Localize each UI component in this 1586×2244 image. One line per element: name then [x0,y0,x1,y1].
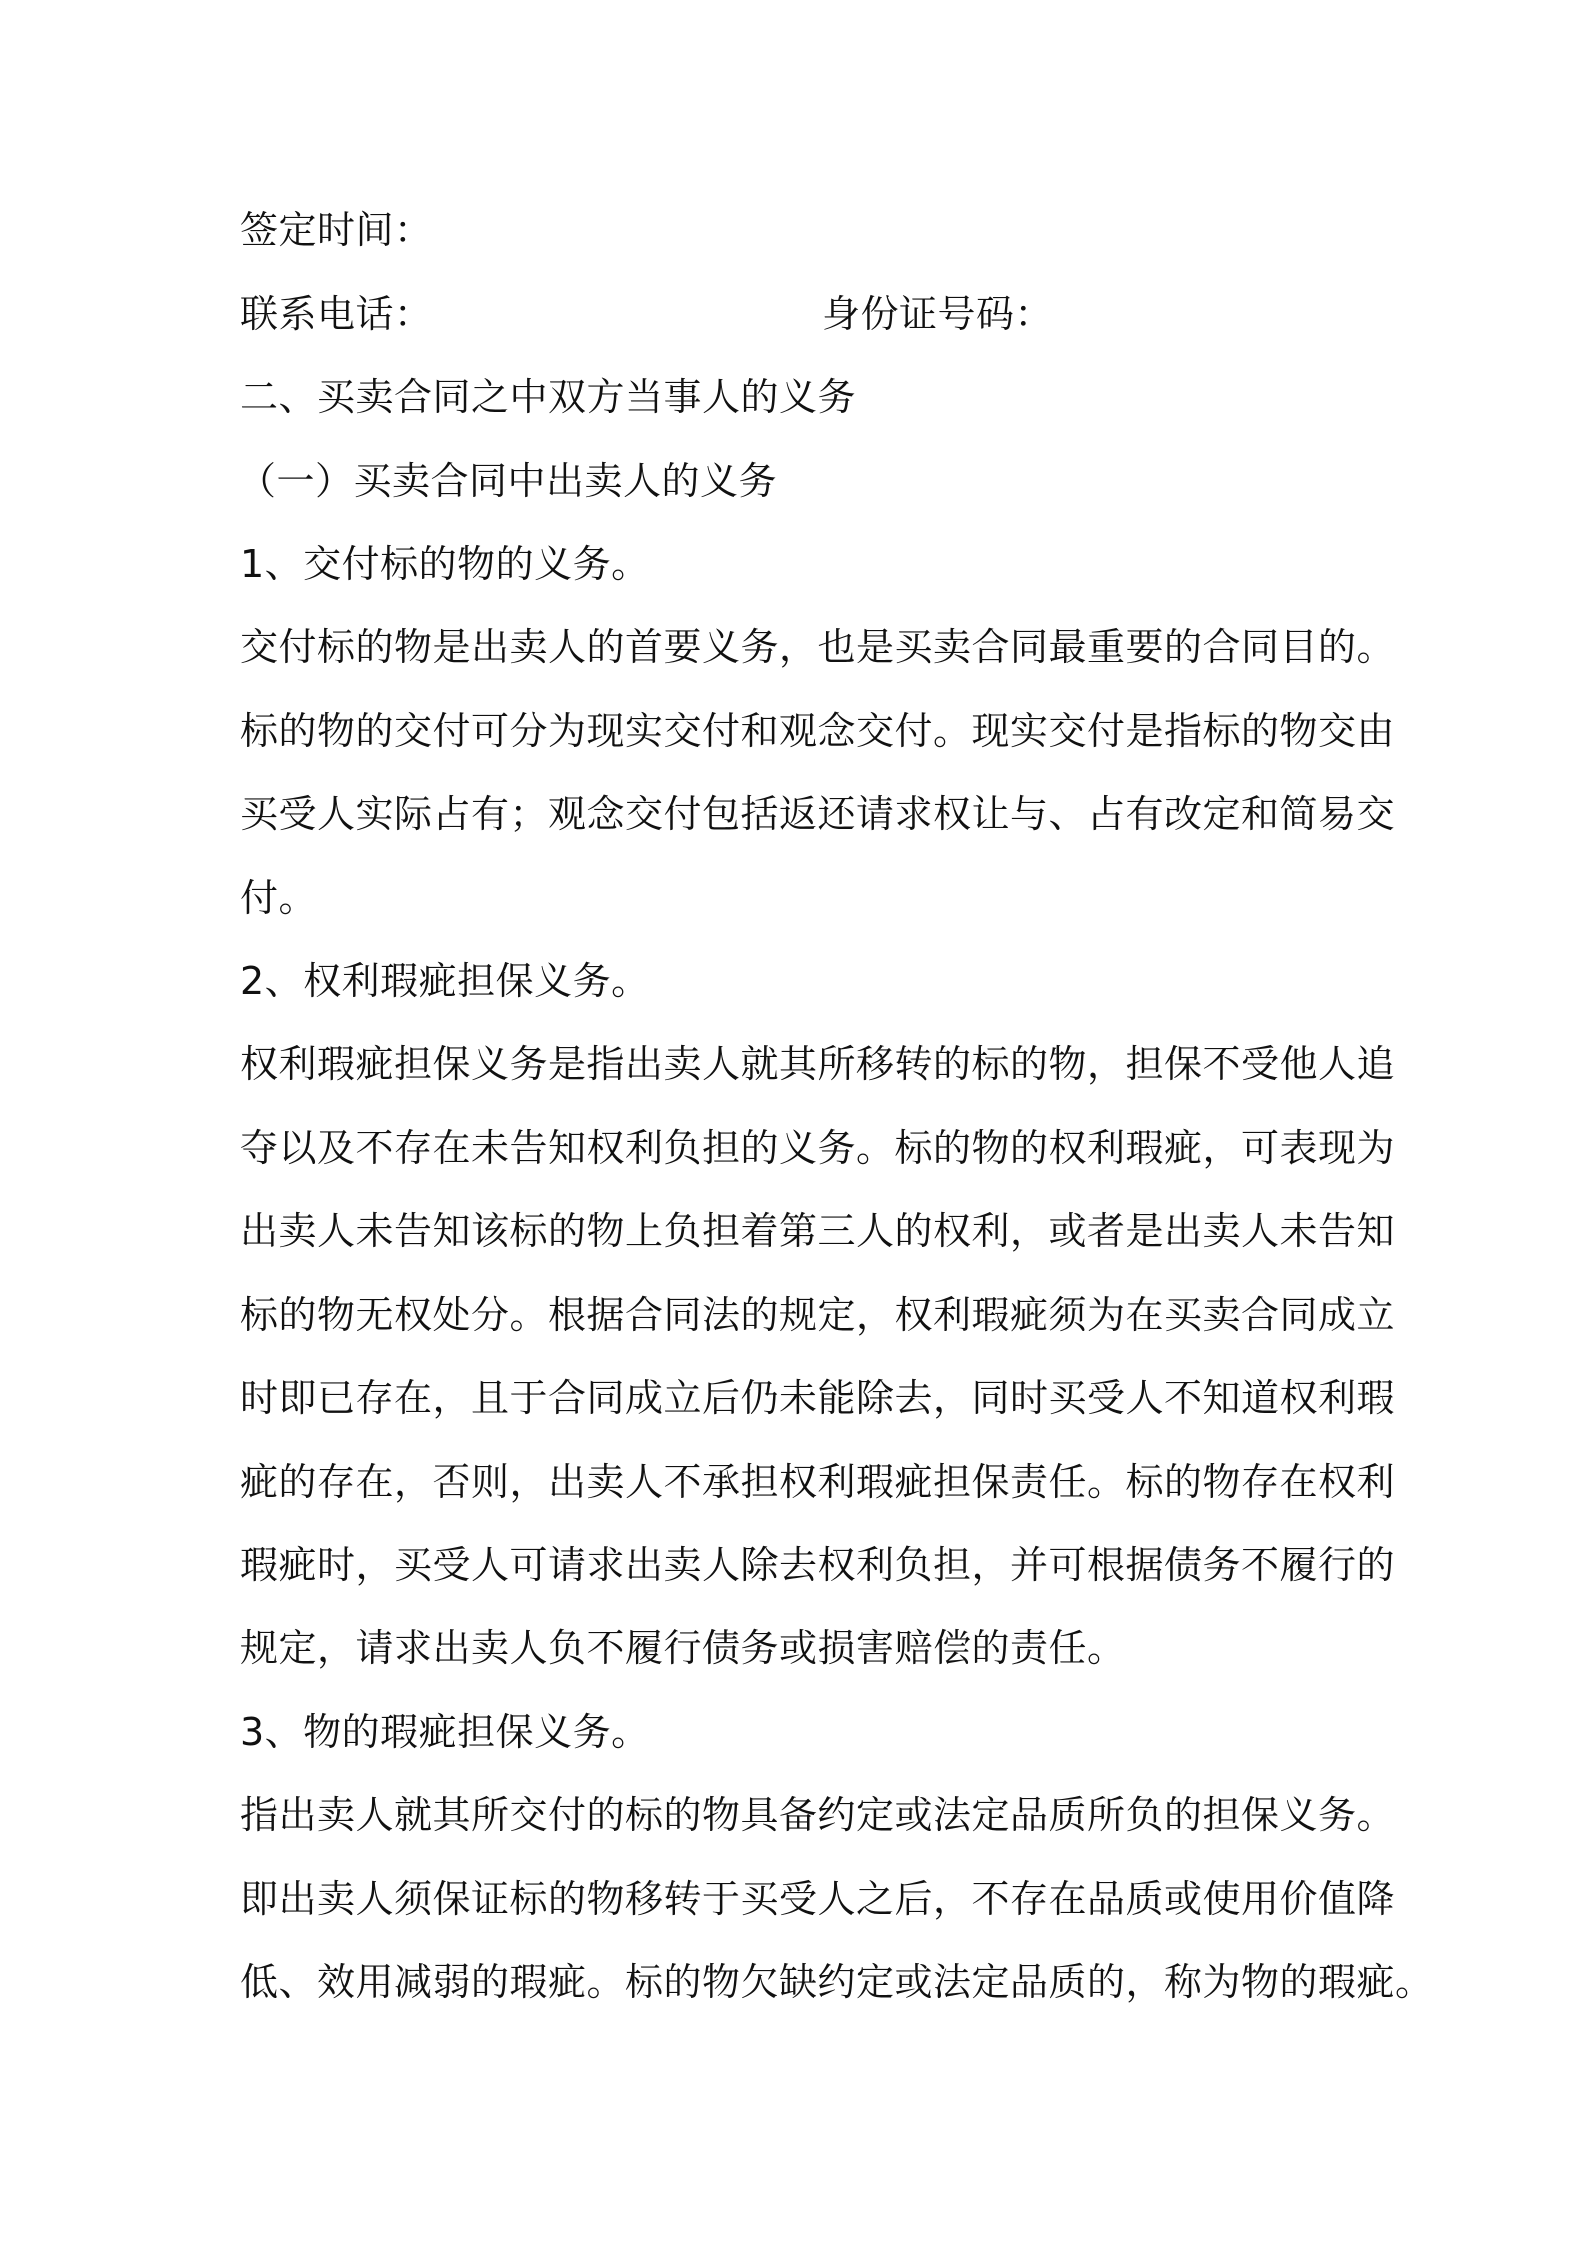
paragraph-line: 低、效用减弱的瑕疵。标的物欠缺约定或法定品质的，称为物的瑕疵。 [240,1960,1434,2004]
paragraph-line: 买受人实际占有；观念交付包括返还请求权让与、占有改定和简易交 [240,792,1396,836]
paragraph-line: 即出卖人须保证标的物移转于买受人之后，不存在品质或使用价值降 [240,1877,1396,1921]
paragraph-line: 交付标的物是出卖人的首要义务，也是买卖合同最重要的合同目的。 [240,625,1396,669]
paragraph-line: 标的物无权处分。根据合同法的规定，权利瑕疵须为在买卖合同成立 [240,1293,1396,1337]
paragraph-line: 出卖人未告知该标的物上负担着第三人的权利，或者是出卖人未告知 [240,1209,1396,1253]
paragraph-line: 标的物的交付可分为现实交付和观念交付。现实交付是指标的物交由 [240,709,1396,753]
phone-label: 联系电话： [240,292,433,336]
paragraph-line: 夺以及不存在未告知权利负担的义务。标的物的权利瑕疵，可表现为 [240,1126,1396,1170]
paragraph-line: 瑕疵时，买受人可请求出卖人除去权利负担，并可根据债务不履行的 [240,1543,1396,1587]
paragraph-line: 付。 [240,876,318,920]
paragraph-line: 权利瑕疵担保义务是指出卖人就其所移转的标的物，担保不受他人追 [240,1042,1396,1086]
item-title: 3、物的瑕疵担保义务。 [240,1710,650,1754]
section-heading: 二、买卖合同之中双方当事人的义务 [240,375,857,419]
paragraph-line: 指出卖人就其所交付的标的物具备约定或法定品质所负的担保义务。 [240,1793,1396,1837]
section-subheading: （一）买卖合同中出卖人的义务 [238,459,778,503]
paragraph-line: 时即已存在，且于合同成立后仍未能除去，同时买受人不知道权利瑕 [240,1376,1396,1420]
signing-time-label: 签定时间： [240,208,433,252]
item-title: 1、交付标的物的义务。 [240,542,650,586]
paragraph-line: 规定，请求出卖人负不履行债务或损害赔偿的责任。 [240,1626,1126,1670]
paragraph-line: 疵的存在，否则，出卖人不承担权利瑕疵担保责任。标的物存在权利 [240,1460,1396,1504]
id-number-label: 身份证号码： [822,292,1054,336]
item-title: 2、权利瑕疵担保义务。 [240,959,650,1003]
